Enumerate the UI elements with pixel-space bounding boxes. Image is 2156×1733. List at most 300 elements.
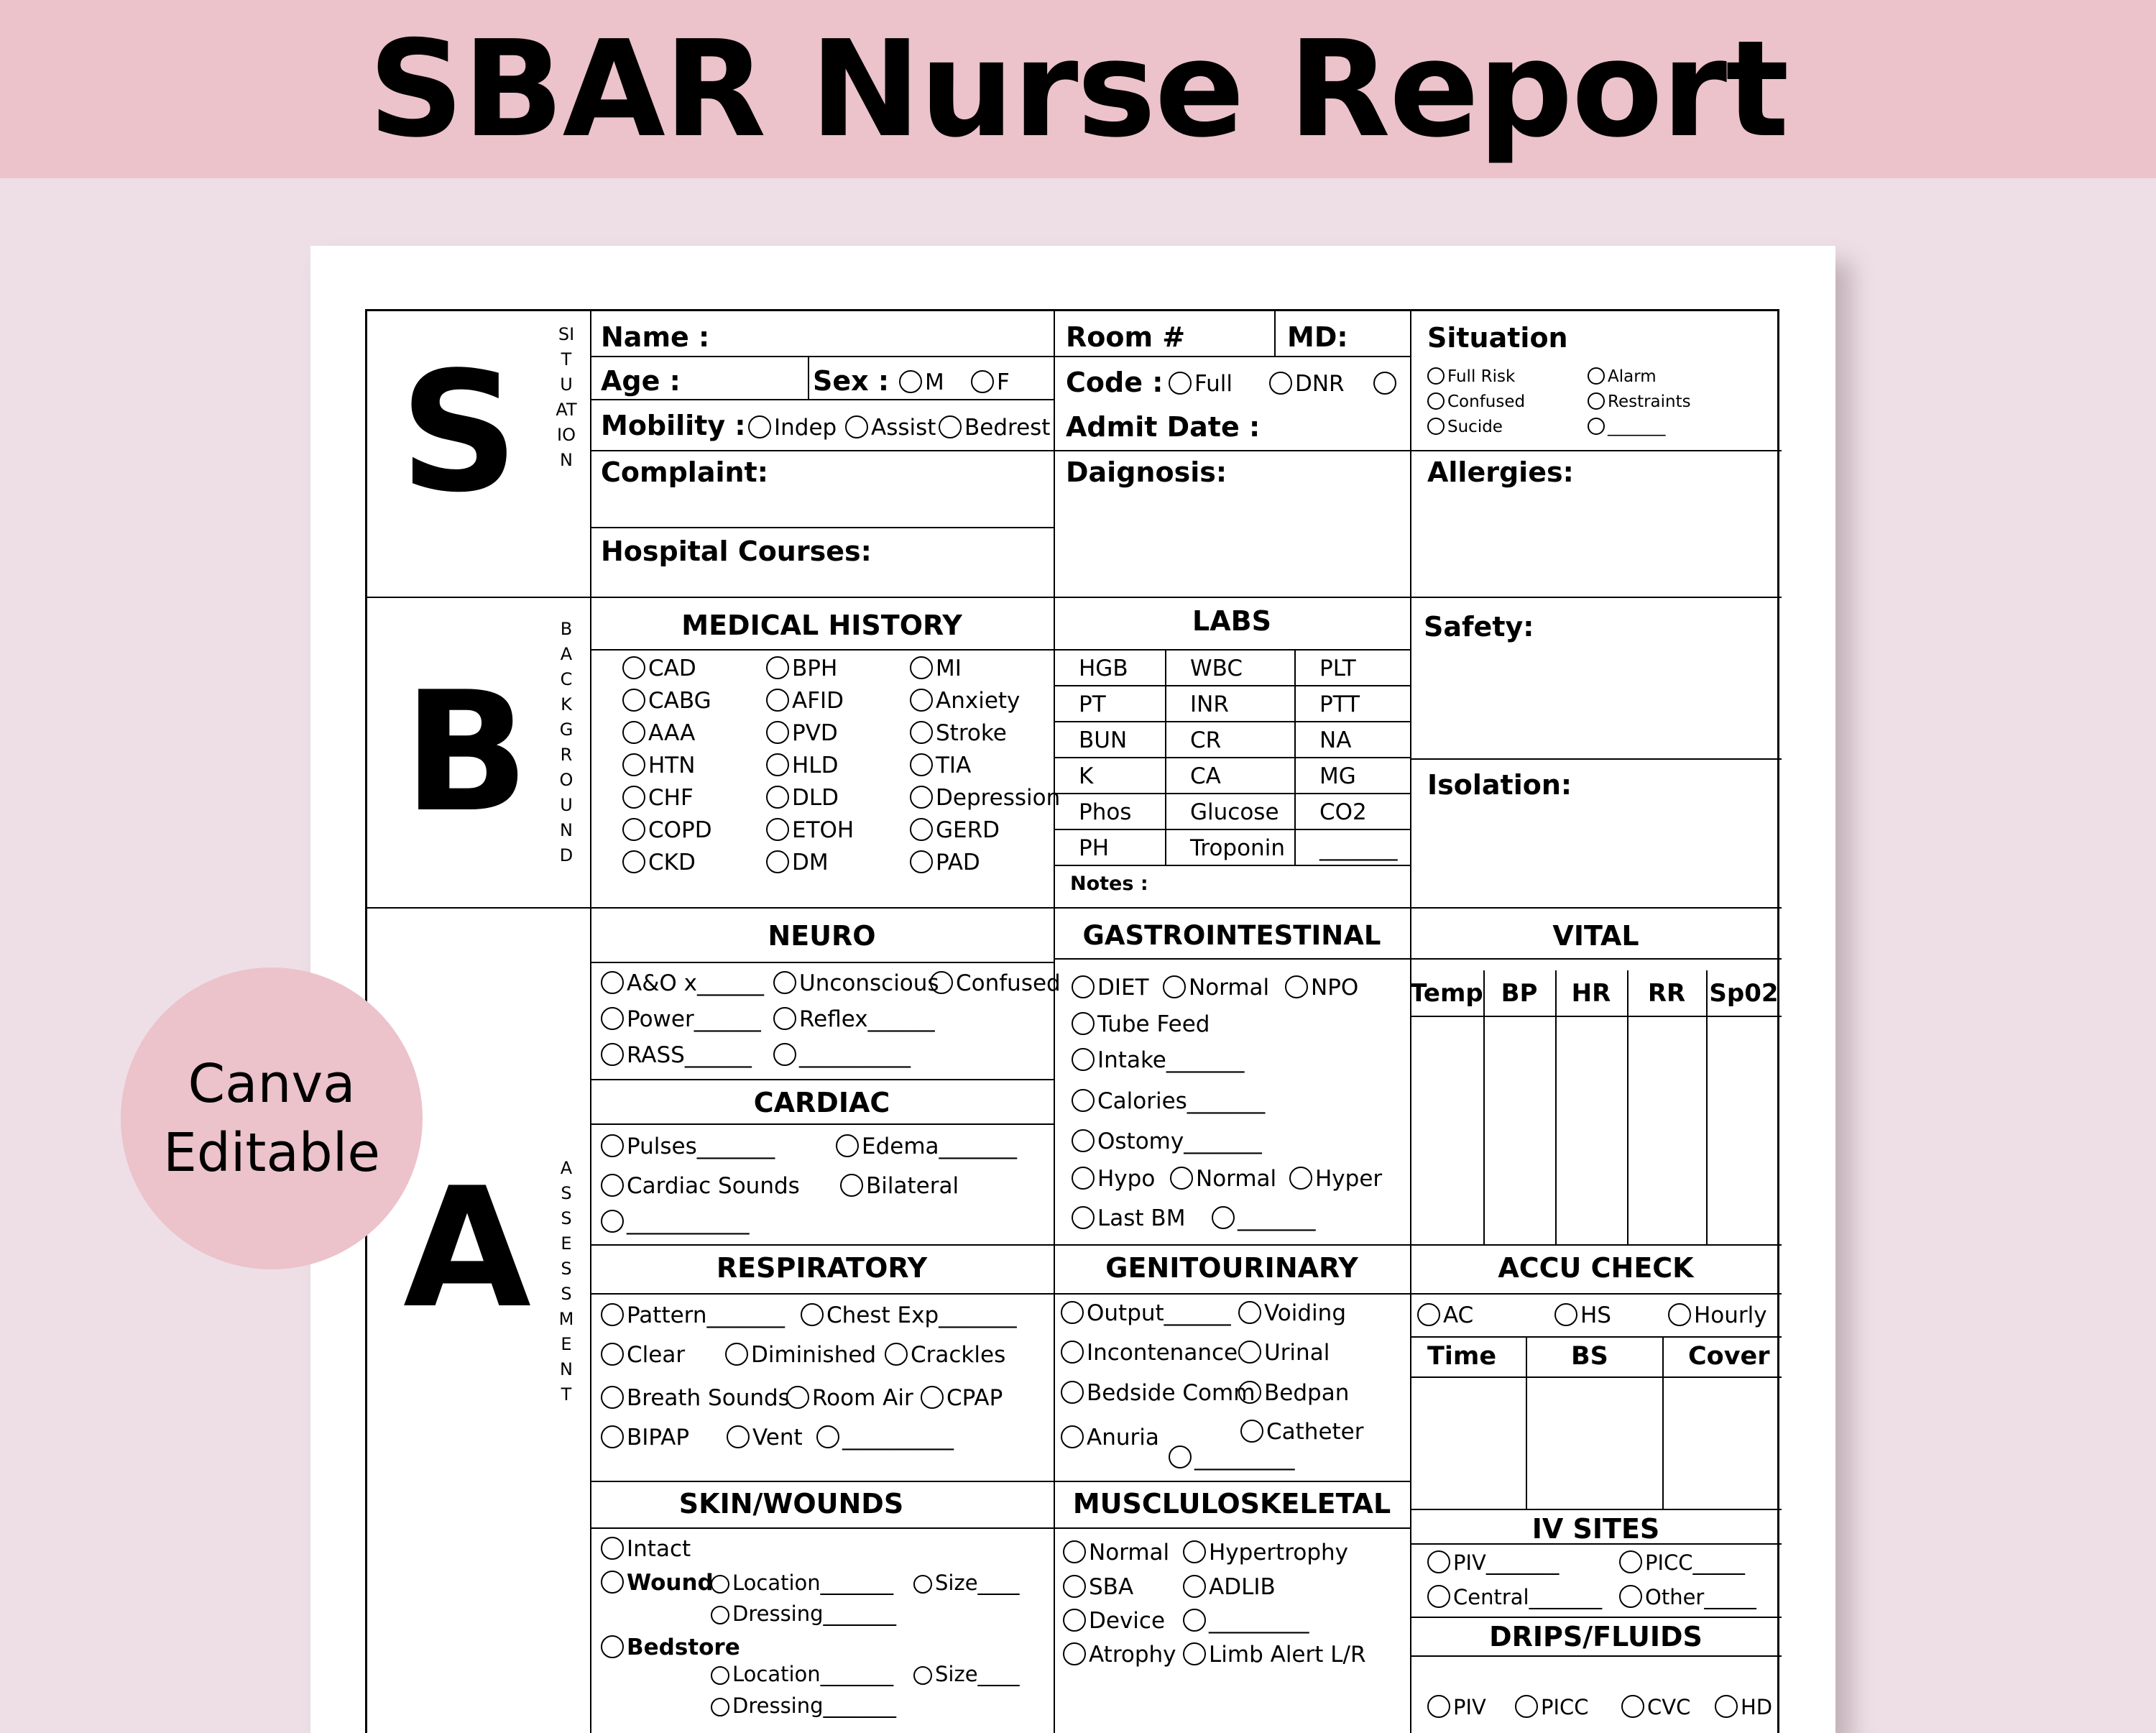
msk-atrophy[interactable]: [1063, 1642, 1176, 1666]
radio-circle[interactable]: [622, 689, 645, 712]
accu-col-bs: BS: [1571, 1342, 1608, 1371]
radio-circle[interactable]: [766, 721, 789, 744]
option-label: Pattern_______: [627, 1302, 786, 1328]
col-line: [808, 356, 809, 399]
gu-incontenance[interactable]: [1061, 1341, 1238, 1364]
gi-normal-2[interactable]: [1170, 1167, 1276, 1190]
radio-circle[interactable]: [1072, 1048, 1095, 1071]
radio-circle[interactable]: [913, 1575, 932, 1594]
labs-cell: CA: [1190, 763, 1221, 789]
radio-circle[interactable]: [1238, 1381, 1261, 1404]
radio-circle[interactable]: [1183, 1575, 1206, 1598]
option-label: HLD: [792, 753, 839, 778]
medical-history-option[interactable]: [766, 786, 839, 809]
code-other-option[interactable]: [1373, 372, 1399, 395]
radio-circle[interactable]: [1170, 1167, 1193, 1190]
radio-circle[interactable]: [1212, 1206, 1235, 1229]
gi-npo[interactable]: [1285, 975, 1358, 999]
msk-other[interactable]: [1183, 1609, 1309, 1632]
option-label: PIV_______: [1453, 1550, 1560, 1575]
drips-fluids-title: DRIPS/FLUIDS: [1489, 1621, 1703, 1652]
iv-picc[interactable]: [1619, 1550, 1745, 1573]
radio-circle[interactable]: [921, 1386, 944, 1409]
radio-circle[interactable]: [910, 721, 933, 744]
gi-tube-feed[interactable]: [1072, 1012, 1210, 1036]
option-label: Power______: [627, 1006, 761, 1032]
option-label: ADLIB: [1209, 1574, 1276, 1600]
option-label: M: [925, 369, 944, 395]
neuro-unconscious[interactable]: [773, 971, 939, 995]
radio-circle[interactable]: [601, 1571, 624, 1594]
row-line: [590, 356, 1054, 357]
drips-hd[interactable]: [1715, 1695, 1772, 1718]
neuro-confused[interactable]: [930, 971, 1061, 995]
option-label: Catheter: [1266, 1419, 1364, 1445]
row-line: [590, 527, 1054, 528]
skin-wound-location[interactable]: [711, 1573, 893, 1594]
neuro-other[interactable]: [773, 1043, 911, 1067]
radio-circle[interactable]: [1063, 1609, 1086, 1632]
radio-circle[interactable]: [1240, 1420, 1263, 1443]
medical-history-option[interactable]: [910, 721, 1007, 745]
option-label: Atrophy: [1089, 1642, 1176, 1668]
radio-circle[interactable]: [766, 850, 789, 873]
medical-history-option[interactable]: [622, 818, 712, 842]
accu-hs-option[interactable]: [1554, 1303, 1611, 1327]
radio-circle[interactable]: [913, 1666, 932, 1685]
col-line: [1662, 1336, 1664, 1509]
iv-other[interactable]: [1619, 1585, 1756, 1608]
radio-circle[interactable]: [1169, 372, 1192, 395]
radio-circle[interactable]: [622, 818, 645, 841]
neuro-rass[interactable]: [601, 1043, 752, 1067]
medical-history-option[interactable]: [622, 850, 696, 874]
skin-bedstore-size[interactable]: [913, 1664, 1020, 1685]
radio-circle[interactable]: [1061, 1425, 1084, 1448]
radio-circle[interactable]: [840, 1174, 863, 1197]
option-label: __________: [842, 1425, 954, 1451]
radio-circle[interactable]: [786, 1386, 809, 1409]
radio-circle[interactable]: [773, 1043, 796, 1066]
option-label: Room Air: [812, 1385, 913, 1411]
radio-circle[interactable]: [1515, 1695, 1538, 1718]
radio-circle[interactable]: [801, 1303, 824, 1326]
radio-circle[interactable]: [727, 1425, 750, 1448]
situation-confused[interactable]: [1427, 392, 1525, 410]
radio-circle[interactable]: [930, 971, 953, 994]
msk-sba[interactable]: [1063, 1575, 1133, 1599]
radio-circle[interactable]: [1427, 367, 1445, 385]
labs-cell: HGB: [1079, 656, 1128, 681]
option-label: Confused: [1447, 392, 1526, 411]
respiratory-title: RESPIRATORY: [716, 1252, 928, 1284]
resp-other[interactable]: [816, 1425, 954, 1449]
cardiac-bilateral[interactable]: [840, 1174, 959, 1198]
gu-anuria[interactable]: [1061, 1425, 1159, 1449]
musculoskeletal-title: MUSCLULOSKELETAL: [1072, 1488, 1391, 1520]
option-label: CAD: [648, 656, 696, 681]
accu-hourly-option[interactable]: [1668, 1303, 1767, 1327]
radio-circle[interactable]: [910, 753, 933, 776]
option-label: CABG: [648, 688, 711, 714]
resp-pattern[interactable]: [601, 1303, 785, 1327]
radio-circle[interactable]: [1238, 1341, 1261, 1364]
medical-history-option[interactable]: [910, 818, 1000, 842]
accu-col-cover: Cover: [1688, 1342, 1770, 1371]
radio-circle[interactable]: [1072, 1089, 1095, 1112]
radio-circle[interactable]: [1061, 1381, 1084, 1404]
labs-row-line: [1054, 757, 1410, 758]
radio-circle[interactable]: [1427, 1585, 1450, 1608]
radio-circle[interactable]: [910, 850, 933, 873]
radio-circle[interactable]: [899, 370, 922, 393]
skin-bedstore-dressing[interactable]: [711, 1693, 897, 1718]
sbar-form: [365, 309, 1779, 1733]
radio-circle[interactable]: [601, 1007, 624, 1030]
radio-circle[interactable]: [622, 721, 645, 744]
cardiac-other[interactable]: [601, 1210, 750, 1233]
option-label: ETOH: [792, 817, 854, 843]
radio-circle[interactable]: [601, 1174, 624, 1197]
drips-picc[interactable]: [1515, 1695, 1589, 1718]
radio-circle[interactable]: [1715, 1695, 1738, 1718]
option-label: Full: [1194, 371, 1233, 397]
medical-history-option[interactable]: [910, 656, 962, 680]
option-label: BPH: [792, 656, 838, 681]
radio-circle[interactable]: [1183, 1609, 1206, 1632]
option-label: Limb Alert L/R: [1209, 1642, 1366, 1668]
msk-hypertrophy[interactable]: [1183, 1540, 1348, 1564]
radio-circle[interactable]: [766, 753, 789, 776]
sex-m-option[interactable]: [899, 370, 944, 394]
gu-urinal[interactable]: [1238, 1341, 1330, 1364]
mobility-indep-option[interactable]: [748, 415, 837, 439]
option-label: Crackles: [911, 1342, 1006, 1368]
situation-other[interactable]: [1588, 418, 1666, 436]
radio-circle[interactable]: [1163, 975, 1186, 998]
radio-circle[interactable]: [601, 1537, 624, 1560]
gu-catheter[interactable]: [1240, 1420, 1364, 1443]
radio-circle[interactable]: [1061, 1301, 1084, 1324]
gu-voiding[interactable]: [1238, 1301, 1346, 1325]
radio-circle[interactable]: [601, 971, 624, 994]
radio-circle[interactable]: [1427, 392, 1445, 410]
safety-label: Safety:: [1424, 611, 1534, 643]
msk-normal[interactable]: [1063, 1540, 1169, 1564]
radio-circle[interactable]: [845, 415, 868, 438]
drips-piv[interactable]: [1427, 1695, 1486, 1718]
sex-f-option[interactable]: [971, 370, 1010, 394]
radio-circle[interactable]: [1588, 392, 1605, 410]
labs-cell: PTT: [1319, 691, 1360, 717]
sex-label: Sex :: [813, 365, 890, 397]
radio-circle[interactable]: [1072, 1129, 1095, 1152]
resp-chest-exp[interactable]: [801, 1303, 1017, 1327]
labs-cell: PH: [1079, 835, 1110, 861]
msk-device[interactable]: [1063, 1609, 1165, 1632]
radio-circle[interactable]: [766, 689, 789, 712]
radio-circle[interactable]: [711, 1666, 729, 1685]
option-label: Normal: [1196, 1166, 1277, 1192]
situation-alarm[interactable]: [1588, 367, 1657, 385]
radio-circle[interactable]: [601, 1134, 624, 1157]
gi-hyper[interactable]: [1289, 1167, 1382, 1190]
medical-history-option[interactable]: [622, 786, 694, 809]
skin-wound-dressing[interactable]: [711, 1601, 897, 1626]
skin-bedstore-location[interactable]: [711, 1664, 893, 1685]
resp-breath-sounds[interactable]: [601, 1386, 790, 1410]
gi-hypo[interactable]: [1072, 1167, 1155, 1190]
radio-circle[interactable]: [1668, 1303, 1691, 1326]
resp-crackles[interactable]: [885, 1343, 1005, 1366]
medical-history-option[interactable]: [622, 753, 695, 777]
radio-circle[interactable]: [622, 753, 645, 776]
skin-intact[interactable]: [601, 1537, 691, 1560]
option-label: Central_______: [1453, 1585, 1603, 1609]
radio-circle[interactable]: [1183, 1540, 1206, 1563]
option-label: PICC_____: [1645, 1550, 1746, 1575]
resp-diminished[interactable]: [725, 1343, 876, 1366]
situation-restraints[interactable]: [1588, 392, 1691, 410]
resp-cpap[interactable]: [921, 1386, 1003, 1410]
radio-circle[interactable]: [1063, 1540, 1086, 1563]
labs-cell: INR: [1190, 691, 1229, 717]
radio-circle[interactable]: [1619, 1550, 1642, 1573]
vital-col-line: [1706, 970, 1708, 1244]
radio-circle[interactable]: [910, 818, 933, 841]
radio-circle[interactable]: [711, 1698, 729, 1716]
section-divider-b-a: [367, 907, 1782, 909]
gi-normal[interactable]: [1163, 975, 1269, 999]
radio-circle[interactable]: [1061, 1341, 1084, 1364]
medical-history-option[interactable]: [910, 850, 980, 874]
labs-cell: NA: [1319, 727, 1352, 753]
radio-circle[interactable]: [1427, 1695, 1450, 1718]
medical-history-option[interactable]: [766, 818, 854, 842]
mobility-assist-option[interactable]: [845, 415, 936, 439]
option-label: Anxiety: [936, 688, 1021, 714]
option-label: A&O x______: [627, 970, 764, 996]
situation-full-risk[interactable]: [1427, 367, 1515, 385]
medical-history-option[interactable]: [622, 721, 695, 745]
radio-circle[interactable]: [1427, 418, 1445, 435]
radio-circle[interactable]: [748, 415, 771, 438]
neuro-power[interactable]: [601, 1007, 761, 1031]
row-line: [1410, 1336, 1782, 1338]
medical-history-option[interactable]: [622, 656, 696, 680]
radio-circle[interactable]: [601, 1386, 624, 1409]
radio-circle[interactable]: [1238, 1301, 1261, 1324]
msk-adlib[interactable]: [1183, 1575, 1276, 1599]
option-label: Bedstore: [627, 1635, 740, 1660]
radio-circle[interactable]: [1169, 1445, 1192, 1468]
iv-sites-title: IV SITES: [1531, 1513, 1660, 1545]
gi-ostomy[interactable]: [1072, 1129, 1262, 1153]
radio-circle[interactable]: [601, 1425, 624, 1448]
radio-circle[interactable]: [725, 1343, 748, 1366]
medical-history-option[interactable]: [766, 656, 837, 680]
resp-room-air[interactable]: [786, 1386, 913, 1410]
radio-circle[interactable]: [971, 370, 994, 393]
radio-circle[interactable]: [601, 1210, 624, 1233]
radio-circle[interactable]: [1072, 1206, 1095, 1229]
radio-circle[interactable]: [1063, 1642, 1086, 1665]
radio-circle[interactable]: [1588, 418, 1605, 435]
skin-bedstore[interactable]: [601, 1635, 740, 1659]
gi-last-bm[interactable]: [1072, 1206, 1185, 1230]
radio-circle[interactable]: [816, 1425, 839, 1448]
option-label: Voiding: [1264, 1300, 1346, 1326]
vital-col-header: Sp02: [1709, 979, 1779, 1008]
resp-clear[interactable]: [601, 1343, 685, 1366]
neuro-reflex[interactable]: [773, 1007, 935, 1031]
accu-ac-option[interactable]: [1417, 1303, 1473, 1327]
radio-circle[interactable]: [910, 786, 933, 809]
skin-wound-size[interactable]: [913, 1573, 1020, 1594]
code-full-option[interactable]: [1169, 372, 1233, 395]
option-label: Incontenance: [1087, 1340, 1238, 1366]
gu-bedpan[interactable]: [1238, 1381, 1349, 1405]
radio-circle[interactable]: [1373, 372, 1396, 395]
option-label: Pulses_______: [627, 1134, 775, 1159]
option-label: Sucide: [1447, 418, 1503, 436]
option-label: Unconscious: [799, 970, 939, 996]
gi-diet[interactable]: [1072, 975, 1149, 999]
row-line: [590, 1527, 1410, 1529]
medical-history-option[interactable]: [766, 721, 838, 745]
medical-history-option[interactable]: [622, 689, 711, 712]
medical-history-option[interactable]: [766, 850, 829, 874]
resp-vent[interactable]: [727, 1425, 803, 1449]
option-label: Stroke: [936, 720, 1007, 746]
iv-piv[interactable]: [1427, 1550, 1559, 1573]
radio-circle[interactable]: [885, 1343, 908, 1366]
radio-circle[interactable]: [1063, 1575, 1086, 1598]
option-label: PICC: [1541, 1695, 1589, 1719]
radio-circle[interactable]: [1072, 975, 1095, 998]
row-line: [590, 1293, 1782, 1295]
radio-circle[interactable]: [1285, 975, 1308, 998]
radio-circle[interactable]: [601, 1635, 624, 1658]
cardiac-sounds[interactable]: [601, 1174, 800, 1198]
option-label: CKD: [648, 850, 696, 875]
radio-circle[interactable]: [939, 415, 962, 438]
labs-title: LABS: [1192, 605, 1271, 637]
option-label: _______: [1608, 418, 1666, 436]
gu-other[interactable]: [1169, 1445, 1295, 1469]
radio-circle[interactable]: [601, 1043, 624, 1066]
radio-circle[interactable]: [1619, 1585, 1642, 1608]
gu-bedside-comm[interactable]: [1061, 1381, 1255, 1405]
neuro-ao[interactable]: [601, 971, 764, 995]
mobility-bedrest-option[interactable]: [939, 415, 1050, 439]
radio-circle[interactable]: [622, 786, 645, 809]
gi-calories[interactable]: [1072, 1089, 1265, 1113]
vital-col-line: [1483, 970, 1485, 1244]
radio-circle[interactable]: [711, 1606, 729, 1624]
option-label: AFID: [792, 688, 844, 714]
radio-circle[interactable]: [601, 1303, 624, 1326]
radio-circle[interactable]: [773, 1007, 796, 1030]
situation-sucide[interactable]: [1427, 418, 1503, 436]
vertical-situation: SITUATION: [556, 324, 577, 470]
labs-row-line: [1054, 829, 1410, 830]
radio-circle[interactable]: [1072, 1012, 1095, 1035]
option-label: Intake_______: [1097, 1047, 1245, 1073]
code-dnr-option[interactable]: [1269, 372, 1345, 395]
option-label: __________: [799, 1042, 911, 1068]
radio-circle[interactable]: [910, 656, 933, 679]
cardiac-pulses[interactable]: [601, 1134, 775, 1158]
option-label: Assist: [871, 415, 936, 441]
radio-circle[interactable]: [622, 850, 645, 873]
radio-circle[interactable]: [1621, 1695, 1644, 1718]
radio-circle[interactable]: [766, 786, 789, 809]
medical-history-option[interactable]: [910, 689, 1020, 712]
radio-circle[interactable]: [1554, 1303, 1577, 1326]
radio-circle[interactable]: [1072, 1167, 1095, 1190]
radio-circle[interactable]: [1427, 1550, 1450, 1573]
radio-circle[interactable]: [711, 1575, 729, 1594]
iv-central[interactable]: [1427, 1585, 1602, 1608]
radio-circle[interactable]: [910, 689, 933, 712]
radio-circle[interactable]: [1289, 1167, 1312, 1190]
medical-history-title: MEDICAL HISTORY: [681, 610, 962, 641]
gi-other[interactable]: [1212, 1206, 1316, 1230]
row-line: [1410, 1655, 1782, 1657]
admit-date-label: Admit Date :: [1066, 411, 1261, 443]
radio-circle[interactable]: [1417, 1303, 1440, 1326]
radio-circle[interactable]: [773, 971, 796, 994]
radio-circle[interactable]: [766, 818, 789, 841]
option-label: Calories_______: [1097, 1088, 1266, 1114]
option-label: Full Risk: [1447, 367, 1516, 386]
radio-circle[interactable]: [622, 656, 645, 679]
row-line: [1054, 356, 1410, 357]
radio-circle[interactable]: [1269, 372, 1292, 395]
option-label: Clear: [627, 1342, 686, 1368]
option-label: PVD: [792, 720, 838, 746]
medical-history-option[interactable]: [910, 786, 1060, 809]
option-label: Hyper: [1315, 1166, 1383, 1192]
situation-title: Situation: [1427, 322, 1568, 354]
labs-cell: PLT: [1319, 656, 1356, 681]
radio-circle[interactable]: [766, 656, 789, 679]
radio-circle[interactable]: [1588, 367, 1605, 385]
row-line: [1054, 958, 1782, 960]
gu-output[interactable]: [1061, 1301, 1231, 1325]
radio-circle[interactable]: [836, 1134, 859, 1157]
option-label: Diminished: [751, 1342, 877, 1368]
radio-circle[interactable]: [601, 1343, 624, 1366]
cardiac-edema[interactable]: [836, 1134, 1017, 1158]
option-label: Dressing_______: [732, 1693, 897, 1718]
medical-history-option[interactable]: [766, 753, 838, 777]
name-label: Name :: [601, 321, 710, 353]
skin-wound[interactable]: [601, 1571, 714, 1594]
medical-history-option[interactable]: [910, 753, 971, 777]
option-label: _________: [1194, 1445, 1295, 1471]
skin-wounds-title: SKIN/WOUNDS: [678, 1488, 904, 1520]
drips-cvc[interactable]: [1621, 1695, 1690, 1718]
resp-bipap[interactable]: [601, 1425, 689, 1449]
option-label: PIV: [1453, 1695, 1486, 1719]
radio-circle[interactable]: [1183, 1642, 1206, 1665]
gi-intake[interactable]: [1072, 1048, 1244, 1072]
medical-history-option[interactable]: [766, 689, 844, 712]
labs-row-line: [1054, 865, 1410, 866]
msk-limb-alert[interactable]: [1183, 1642, 1366, 1666]
